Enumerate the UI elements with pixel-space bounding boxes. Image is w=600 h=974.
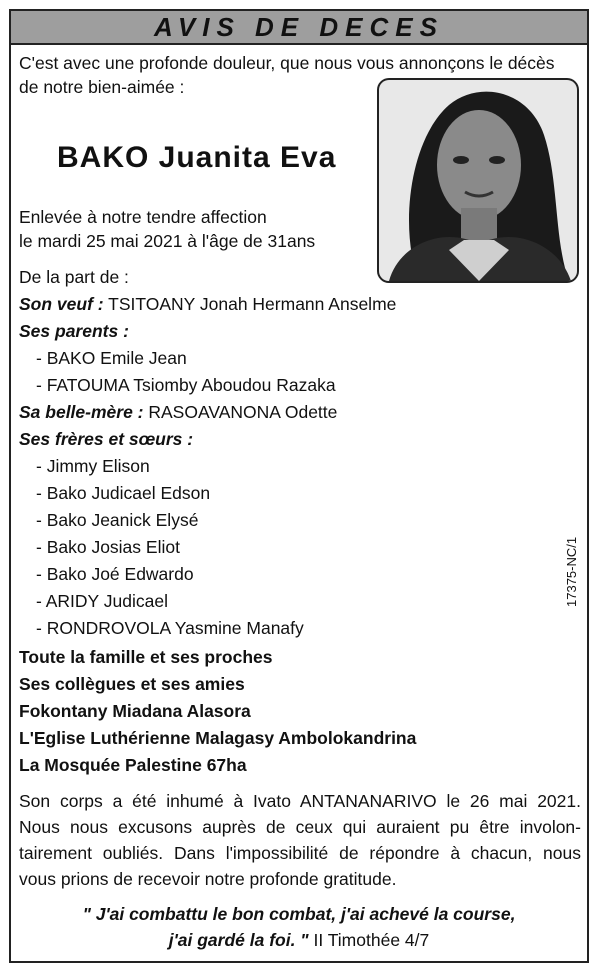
deceased-photo <box>377 78 579 283</box>
widower-line <box>19 292 396 316</box>
group-line: La Mosquée Palestine 67ha <box>19 755 247 775</box>
mother-in-law-name: RASOAVANONA Odette <box>148 402 338 422</box>
mother-in-law-line <box>19 400 337 424</box>
parent-item: - BAKO Emile Jean <box>36 348 187 368</box>
closing-line: tairement oubliés. Dans l'impossibilité de répondre à chacun, nous <box>19 843 581 863</box>
scripture-quote-line-1 <box>11 901 587 927</box>
notice-frame <box>9 9 589 963</box>
parent-item: - FATOUMA Tsiomby Aboudou Razaka <box>36 375 336 395</box>
sibling-item: - ARIDY Judicael <box>36 591 168 611</box>
closing-line: vous prions de recevoir notre profonde gratitude. <box>19 869 397 889</box>
sibling-item: - Bako Jeanick Elysé <box>36 510 199 530</box>
departure-line-1: Enlevée à notre tendre affection <box>19 207 267 227</box>
parents-label: Ses parents : <box>19 321 129 341</box>
scripture-quote-line-2 <box>11 927 587 953</box>
closing-line: Nous nous excusons auprès de ceux qui auraient pu être involon- <box>19 817 581 837</box>
group-line: Toute la famille et ses proches <box>19 647 273 667</box>
sibling-item: - Bako Joé Edwardo <box>36 564 194 584</box>
group-line: Ses collègues et ses amies <box>19 674 245 694</box>
intro-line-1: C'est avec une profonde douleur, que nous vous annonçons le décès <box>19 53 555 73</box>
departure-line-2: le mardi 25 mai 2021 à l'âge de 31ans <box>19 231 316 251</box>
sibling-item: - Jimmy Elison <box>36 456 150 476</box>
deceased-name: BAKO Juanita Eva <box>57 141 337 174</box>
quote-text-1: " J'ai combattu le bon combat, j'ai achevé la course, <box>82 904 516 924</box>
notice-banner <box>11 11 587 45</box>
group-line: L'Eglise Luthérienne Malagasy Ambolokandrina <box>19 728 417 748</box>
intro-line-2: de notre bien-aimée : <box>19 77 185 97</box>
notice-title: AVIS DE DECES <box>154 11 444 42</box>
reference-code: 17375-NC/1 <box>564 536 579 607</box>
widower-label: Son veuf : <box>19 294 104 314</box>
from-label: De la part de : <box>19 267 129 287</box>
group-line: Fokontany Miadana Alasora <box>19 701 251 721</box>
widower-name: TSITOANY Jonah Hermann Anselme <box>108 294 397 314</box>
sibling-item: - Bako Judicael Edson <box>36 483 211 503</box>
mother-in-law-label: Sa belle-mère : <box>19 402 144 422</box>
quote-text-2: j'ai gardé la foi. " <box>168 930 309 950</box>
siblings-label: Ses frères et sœurs : <box>19 429 194 449</box>
portrait-image <box>379 80 577 281</box>
sibling-item: - Bako Josias Eliot <box>36 537 180 557</box>
sibling-item: - RONDROVOLA Yasmine Manafy <box>36 618 304 638</box>
quote-reference: II Timothée 4/7 <box>313 930 430 950</box>
closing-line: Son corps a été inhumé à Ivato ANTANANARIVO le 26 mai 2021. <box>19 791 581 811</box>
